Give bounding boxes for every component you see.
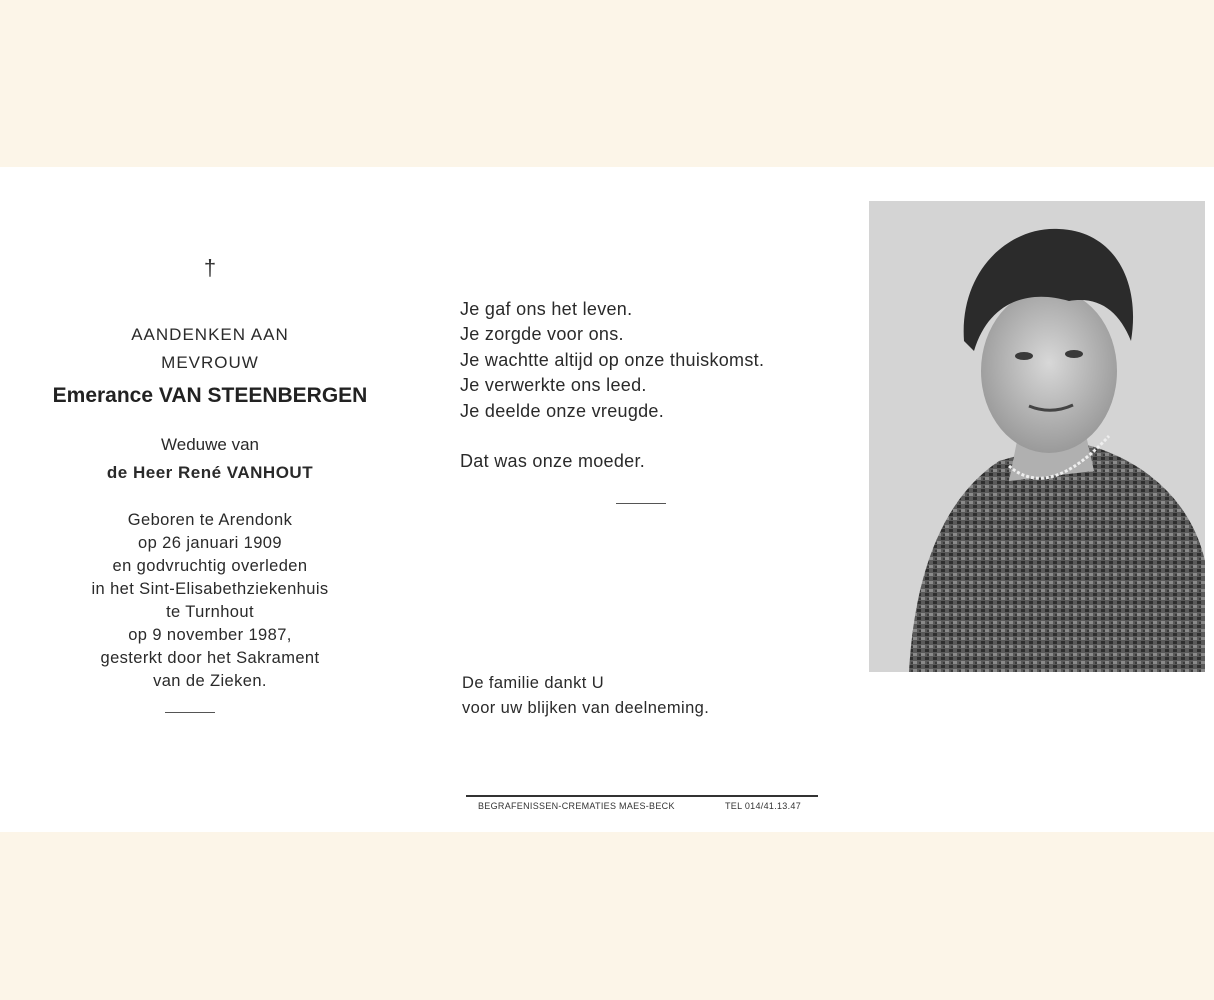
bio-line: van de Zieken. [153, 672, 267, 690]
deceased-name: Emerance VAN STEENBERGEN [52, 384, 368, 407]
husband-name: de Heer René VANHOUT [106, 463, 314, 482]
heading-aandenken: AANDENKEN AAN [131, 325, 289, 344]
divider [616, 503, 666, 504]
funeral-home-phone: TEL 014/41.13.47 [725, 801, 802, 811]
bio-line: en godvruchtig overleden [112, 557, 308, 575]
poem-closing: Dat was onze moeder. [460, 451, 646, 471]
poem-line: Je verwerkte ons leed. [460, 375, 647, 396]
heading-mevrouw: MEVROUW [161, 353, 259, 372]
poem-line: Je gaf ons het leven. [460, 299, 633, 319]
bio-line: op 9 november 1987, [128, 626, 292, 644]
bio-line: gesterkt door het Sakrament [100, 649, 320, 667]
funeral-home-name: BEGRAFENISSEN-CREMATIES MAES-BECK [478, 801, 675, 811]
family-thanks [462, 671, 709, 721]
poem-line: Je deelde onze vreugde. [460, 400, 665, 421]
divider [165, 712, 215, 713]
poem-line: Je zorgde voor ons. [460, 324, 624, 345]
poem-line: Je wachtte altijd op onze thuiskomst. [460, 349, 765, 370]
cross-icon: † [203, 255, 217, 280]
funeral-home-footer [478, 801, 808, 811]
poem [460, 297, 764, 424]
portrait-photo [869, 201, 1205, 672]
biography [20, 509, 400, 693]
thanks-line: De familie dankt U [462, 674, 605, 692]
footer-divider [466, 795, 818, 797]
bio-line: op 26 januari 1909 [138, 534, 282, 552]
widow-of-label: Weduwe van [161, 435, 259, 454]
bio-line: te Turnhout [166, 603, 254, 621]
portrait-icon [869, 201, 1205, 672]
bio-line: in het Sint-Elisabethziekenhuis [91, 580, 329, 598]
memorial-card [0, 167, 1214, 832]
bio-line: Geboren te Arendonk [127, 511, 293, 529]
thanks-line: voor uw blijken van deelneming. [462, 699, 710, 717]
